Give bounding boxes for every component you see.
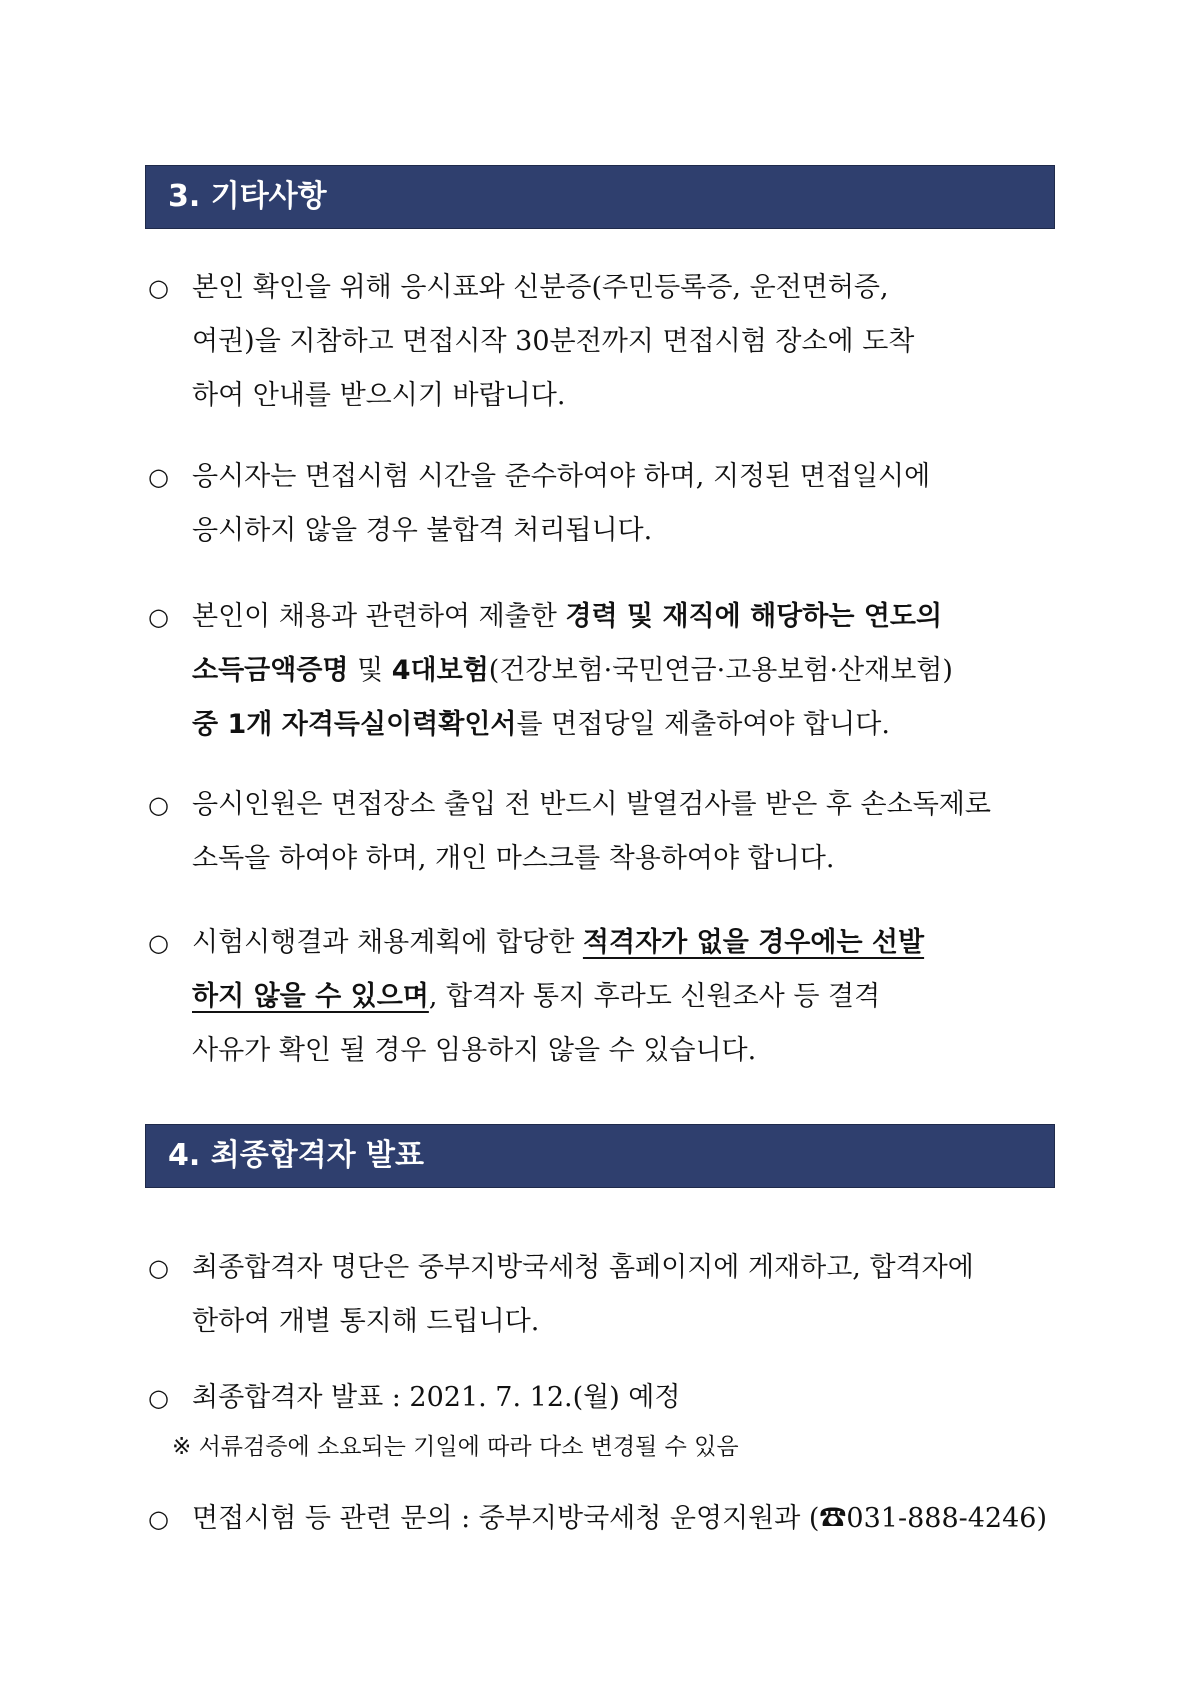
section-4-header bbox=[145, 1124, 1055, 1188]
circle-bullet-icon: ○ bbox=[148, 1254, 169, 1282]
circle-bullet-icon: ○ bbox=[148, 603, 169, 631]
item-line: 한하여 개별 통지해 드립니다. bbox=[192, 1306, 540, 1337]
plain-text: 를 면접당일 제출하여야 합니다. bbox=[516, 709, 890, 740]
circle-bullet-icon: ○ bbox=[148, 1384, 169, 1412]
circle-bullet-icon: ○ bbox=[148, 1505, 169, 1533]
item-line: 응시자는 면접시험 시간을 준수하여야 하며, 지정된 면접일시에 bbox=[192, 461, 931, 492]
item-line: 응시하지 않을 경우 불합격 처리됩니다. bbox=[192, 515, 653, 546]
circle-bullet-icon: ○ bbox=[148, 791, 169, 819]
list-item-exam-time bbox=[148, 450, 1054, 558]
item-line bbox=[192, 970, 1054, 1024]
item-line bbox=[192, 698, 1054, 752]
item-line: 본인 확인을 위해 응시표와 신분증(주민등록증, 운전면허증, bbox=[192, 272, 889, 303]
plain-text: 및 bbox=[348, 655, 392, 686]
item-line: 소독을 하여야 하며, 개인 마스크를 착용하여야 합니다. bbox=[192, 843, 835, 874]
item-line bbox=[192, 590, 1054, 644]
bold-text: 소득금액증명 bbox=[192, 655, 349, 686]
item-line: 여권)을 지참하고 면접시작 30분전까지 면접시험 장소에 도착 bbox=[192, 326, 915, 357]
list-item-contact bbox=[148, 1492, 1054, 1546]
plain-text: 시험시행결과 채용계획에 합당한 bbox=[192, 927, 583, 958]
underlined-bold-text: 적격자가 없을 경우에는 선발 bbox=[582, 927, 925, 958]
bold-text: 경력 및 재직에 해당하는 연도의 bbox=[565, 601, 943, 632]
underlined-bold-text: 하지 않을 수 있으며 bbox=[192, 981, 429, 1012]
item-line bbox=[192, 644, 1054, 698]
list-item-id-check bbox=[148, 261, 1054, 423]
section-4-title: 4. 최종합격자 발표 bbox=[168, 1138, 425, 1173]
section-3-title: 3. 기타사항 bbox=[168, 179, 327, 214]
list-item-documents bbox=[148, 590, 1054, 752]
item-line: 최종합격자 발표 : 2021. 7. 12.(월) 예정 bbox=[192, 1382, 681, 1413]
note-text: ※ 서류검증에 소요되는 기일에 따라 다소 변경될 수 있음 bbox=[172, 1434, 739, 1460]
list-item-announcement-date bbox=[148, 1371, 1054, 1425]
item-line: 최종합격자 명단은 중부지방국세청 홈페이지에 게재하고, 합격자에 bbox=[192, 1252, 974, 1283]
item-line: 응시인원은 면접장소 출입 전 반드시 발열검사를 받은 후 손소독제로 bbox=[192, 789, 991, 820]
item-line: 사유가 확인 될 경우 임용하지 않을 수 있습니다. bbox=[192, 1035, 757, 1066]
contact-line: 면접시험 등 관련 문의 : 중부지방국세청 운영지원과 (☎031-888-4246) bbox=[192, 1503, 1047, 1534]
plain-text: , 합격자 통지 후라도 신원조사 등 결격 bbox=[428, 981, 881, 1012]
circle-bullet-icon: ○ bbox=[148, 929, 169, 957]
list-item-selection-result bbox=[148, 916, 1054, 1078]
plain-text: 본인이 채용과 관련하여 제출한 bbox=[192, 601, 566, 632]
bold-text: 4대보험 bbox=[391, 655, 489, 686]
circle-bullet-icon: ○ bbox=[148, 274, 169, 302]
list-item-announcement bbox=[148, 1241, 1054, 1349]
plain-text: (건강보험·국민연금·고용보험·산재보험) bbox=[488, 655, 953, 686]
item-line: 하여 안내를 받으시기 바랍니다. bbox=[192, 380, 566, 411]
bold-text: 중 1개 자격득실이력확인서 bbox=[192, 709, 517, 740]
circle-bullet-icon: ○ bbox=[148, 463, 169, 491]
item-line bbox=[192, 916, 1054, 970]
section-3-header bbox=[145, 165, 1055, 229]
list-item-fever-check bbox=[148, 778, 1054, 886]
